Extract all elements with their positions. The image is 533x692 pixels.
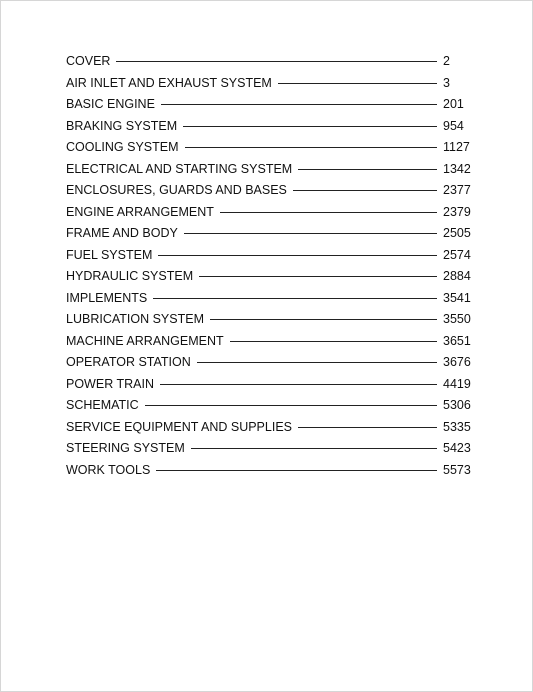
toc-leader-line bbox=[161, 104, 437, 105]
toc-leader-line bbox=[183, 126, 437, 127]
toc-entry-title: HYDRAULIC SYSTEM bbox=[66, 269, 194, 283]
table-of-contents bbox=[66, 54, 471, 484]
toc-leader-line bbox=[298, 169, 437, 170]
toc-entry-page: 3 bbox=[443, 75, 450, 90]
toc-entry-title: LUBRICATION SYSTEM bbox=[66, 312, 204, 326]
toc-entry-page: 2 bbox=[443, 54, 450, 68]
toc-entry-title: BRAKING SYSTEM bbox=[66, 118, 178, 133]
toc-leader-line bbox=[153, 298, 437, 299]
toc-leader-line bbox=[184, 233, 437, 234]
toc-entry-title: AIR INLET AND EXHAUST SYSTEM bbox=[66, 75, 272, 90]
toc-entry-title: OPERATOR STATION bbox=[66, 355, 191, 369]
toc-entry-title: IMPLEMENTS bbox=[66, 290, 148, 305]
toc-entry-title: ENCLOSURES, GUARDS AND BASES bbox=[66, 183, 287, 197]
toc-entry-title: ENGINE ARRANGEMENT bbox=[66, 204, 214, 219]
toc-leader-line bbox=[210, 319, 437, 320]
toc-entry-title: COOLING SYSTEM bbox=[66, 140, 179, 154]
toc-entry-page: 2884 bbox=[443, 269, 471, 283]
toc-entry[interactable] bbox=[66, 377, 471, 399]
toc-entry[interactable] bbox=[66, 463, 471, 485]
toc-entry[interactable] bbox=[66, 162, 471, 184]
toc-entry-title: SERVICE EQUIPMENT AND SUPPLIES bbox=[66, 419, 292, 434]
toc-entry-page: 3541 bbox=[443, 290, 471, 305]
toc-entry[interactable] bbox=[66, 291, 471, 313]
toc-entry-page: 1342 bbox=[443, 161, 471, 176]
toc-leader-line bbox=[158, 255, 437, 256]
toc-entry-page: 5573 bbox=[443, 462, 471, 477]
toc-entry[interactable] bbox=[66, 398, 471, 420]
toc-entry-title: POWER TRAIN bbox=[66, 376, 154, 391]
toc-entry-page: 2377 bbox=[443, 183, 471, 197]
toc-leader-line bbox=[185, 147, 437, 148]
toc-entry[interactable] bbox=[66, 54, 471, 76]
toc-entry-title: WORK TOOLS bbox=[66, 462, 151, 477]
toc-leader-line bbox=[278, 83, 437, 84]
toc-entry-page: 954 bbox=[443, 118, 464, 133]
toc-entry-page: 3550 bbox=[443, 312, 471, 326]
toc-entry-page: 5306 bbox=[443, 398, 471, 412]
toc-entry[interactable] bbox=[66, 269, 471, 291]
toc-entry-page: 2379 bbox=[443, 204, 471, 219]
toc-entry[interactable] bbox=[66, 441, 471, 463]
toc-entry-page: 2505 bbox=[443, 226, 471, 240]
toc-entry-page: 201 bbox=[443, 97, 464, 111]
toc-entry[interactable] bbox=[66, 248, 471, 270]
toc-entry[interactable] bbox=[66, 183, 471, 205]
toc-leader-line bbox=[156, 470, 437, 471]
toc-leader-line bbox=[298, 427, 437, 428]
toc-entry-page: 5423 bbox=[443, 441, 471, 455]
toc-leader-line bbox=[199, 276, 437, 277]
toc-entry[interactable] bbox=[66, 355, 471, 377]
toc-entry-page: 2574 bbox=[443, 247, 471, 262]
toc-entry-title: COVER bbox=[66, 54, 111, 68]
toc-entry-title: FRAME AND BODY bbox=[66, 226, 178, 240]
toc-entry-page: 1127 bbox=[443, 140, 470, 154]
toc-entry-title: BASIC ENGINE bbox=[66, 97, 155, 111]
toc-entry-page: 3676 bbox=[443, 355, 471, 369]
toc-entry-page: 4419 bbox=[443, 376, 471, 391]
toc-entry[interactable] bbox=[66, 226, 471, 248]
toc-entry[interactable] bbox=[66, 97, 471, 119]
toc-entry-page: 5335 bbox=[443, 419, 471, 434]
toc-entry-title: MACHINE ARRANGEMENT bbox=[66, 333, 224, 348]
toc-leader-line bbox=[145, 405, 437, 406]
toc-leader-line bbox=[160, 384, 437, 385]
toc-entry[interactable] bbox=[66, 140, 471, 162]
toc-entry[interactable] bbox=[66, 420, 471, 442]
toc-leader-line bbox=[220, 212, 437, 213]
toc-entry-title: STEERING SYSTEM bbox=[66, 441, 185, 455]
toc-entry-title: SCHEMATIC bbox=[66, 398, 139, 412]
toc-entry-title: FUEL SYSTEM bbox=[66, 247, 153, 262]
toc-entry[interactable] bbox=[66, 76, 471, 98]
toc-entry-page: 3651 bbox=[443, 333, 471, 348]
toc-leader-line bbox=[191, 448, 437, 449]
toc-entry[interactable] bbox=[66, 205, 471, 227]
toc-entry[interactable] bbox=[66, 312, 471, 334]
toc-leader-line bbox=[230, 341, 437, 342]
toc-leader-line bbox=[293, 190, 437, 191]
toc-entry[interactable] bbox=[66, 334, 471, 356]
toc-entry-title: ELECTRICAL AND STARTING SYSTEM bbox=[66, 161, 293, 176]
toc-entry[interactable] bbox=[66, 119, 471, 141]
toc-leader-line bbox=[116, 61, 437, 62]
toc-leader-line bbox=[197, 362, 437, 363]
